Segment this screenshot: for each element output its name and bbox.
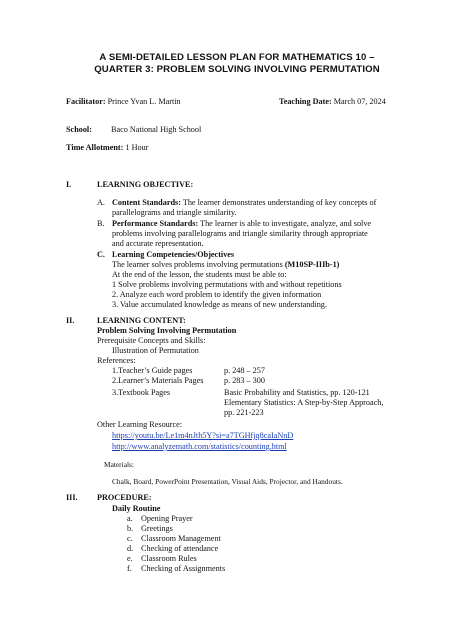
objective-a-line-2: parallelograms and triangle similarity. (112, 208, 237, 217)
objective-item-3: 3. Value accumulated knowledge as means of new understanding. (112, 300, 327, 309)
reference-2-value: p. 283 – 300 (224, 376, 265, 385)
teaching-date-row (279, 97, 386, 107)
facilitator-label: Facilitator: (66, 97, 106, 106)
time-allotment-label: Time Allotment: (66, 143, 124, 152)
lesson-topic: Problem Solving Involving Permutation (97, 326, 237, 335)
reference-3-more-1: Elementary Statistics: A Step-by-Step Approach, (224, 398, 384, 407)
competency-statement (112, 260, 339, 270)
school-label: School: (66, 125, 92, 134)
routine-item: Classroom Rules (141, 554, 197, 563)
school-value: Baco National High School (111, 125, 202, 134)
materials-label: Materials: (104, 460, 134, 469)
routine-item: Greetings (141, 524, 173, 533)
performance-standards-label: Performance Standards: (112, 219, 199, 228)
reference-3-name: 3.Textbook Pages (112, 388, 171, 397)
content-standards-label: Content Standards: (112, 198, 181, 207)
document-title-line-2: QUARTER 3: PROBLEM SOLVING INVOLVING PERMUTATION (94, 64, 380, 75)
objectives-intro: At the end of the lesson, the students must be able to: (112, 270, 287, 279)
section-2-numeral: II. (66, 316, 75, 325)
other-resource-label: Other Learning Resource: (97, 420, 183, 429)
routine-item: Checking of Assignments (141, 564, 226, 573)
daily-routine-heading: Daily Routine (112, 504, 161, 513)
objective-b-line-3: and accurate representation. (112, 239, 204, 248)
objective-item-2: 2. Analyze each word problem to identify the given information (112, 290, 322, 299)
youtube-link[interactable]: https://youtu.be/Le1m4nJth5Y?si=a7TGHfjq8caIaNnD (112, 431, 294, 440)
competencies-heading: Learning Competencies/Objectives (112, 250, 235, 259)
routine-letter: a. (127, 514, 133, 523)
content-standards-text: The learner demonstrates understanding of key concepts of (180, 198, 377, 207)
objective-b-line-2: problems involving parallelograms and triangle similarity through appropriate (112, 229, 368, 238)
teaching-date-label: Teaching Date: (279, 97, 332, 106)
analyzemath-link[interactable]: http://www.analyzemath.com/statistics/counting.html (112, 442, 287, 451)
objective-item-1: 1 Solve problems involving permutations with and without repetitions (112, 280, 342, 289)
routine-letter: e. (127, 554, 133, 563)
objective-a-line-1 (112, 198, 376, 208)
teaching-date-value: March 07, 2024 (333, 97, 386, 106)
reference-3-more-2: pp. 221-223 (224, 408, 264, 417)
time-allotment-row (66, 143, 148, 153)
section-2-heading: LEARNING CONTENT: (97, 316, 186, 325)
references-label: References: (97, 356, 136, 365)
competency-code: (M10SP-IIIb-1) (284, 260, 340, 269)
prerequisite-item: Illustration of Permutation (112, 346, 199, 355)
objective-b-letter: B. (97, 219, 105, 228)
performance-standards-text: The learner is able to investigate, analyze, and solve (198, 219, 372, 228)
reference-3-value: Basic Probability and Statistics, pp. 120-121 (224, 388, 370, 397)
document-title-line-1: A SEMI-DETAILED LESSON PLAN FOR MATHEMATICS 10 – (99, 52, 375, 63)
routine-letter: d. (127, 544, 134, 553)
prerequisite-label: Prerequisite Concepts and Skills: (97, 336, 206, 345)
reference-1-value: p. 248 – 257 (224, 366, 265, 375)
objective-c-letter: C. (97, 250, 105, 259)
routine-item: Classroom Management (141, 534, 221, 543)
section-3-heading: PROCEDURE: (97, 493, 152, 502)
competency-text: The learner solves problems involving permutations (112, 260, 285, 269)
objective-a-letter: A. (97, 198, 105, 207)
reference-2-name: 2.Learner’s Materials Pages (112, 376, 204, 385)
section-1-heading: LEARNING OBJECTIVE: (97, 180, 194, 189)
routine-letter: b. (127, 524, 134, 533)
routine-letter: f. (127, 564, 132, 573)
routine-item: Opening Prayer (141, 514, 193, 523)
section-1-numeral: I. (66, 180, 72, 189)
facilitator-value: Prince Yvan L. Martin (107, 97, 181, 106)
facilitator-row (66, 97, 181, 107)
time-allotment-value: 1 Hour (125, 143, 149, 152)
materials-value: Chalk, Board, PowerPoint Presentation, Visual Aids, Projector, and Handouts. (112, 477, 343, 486)
objective-b-line-1 (112, 219, 371, 229)
routine-letter: c. (127, 534, 133, 543)
section-3-numeral: III. (66, 493, 78, 502)
routine-item: Checking of attendance (141, 544, 219, 553)
reference-1-name: 1.Teacher’s Guide pages (112, 366, 193, 375)
